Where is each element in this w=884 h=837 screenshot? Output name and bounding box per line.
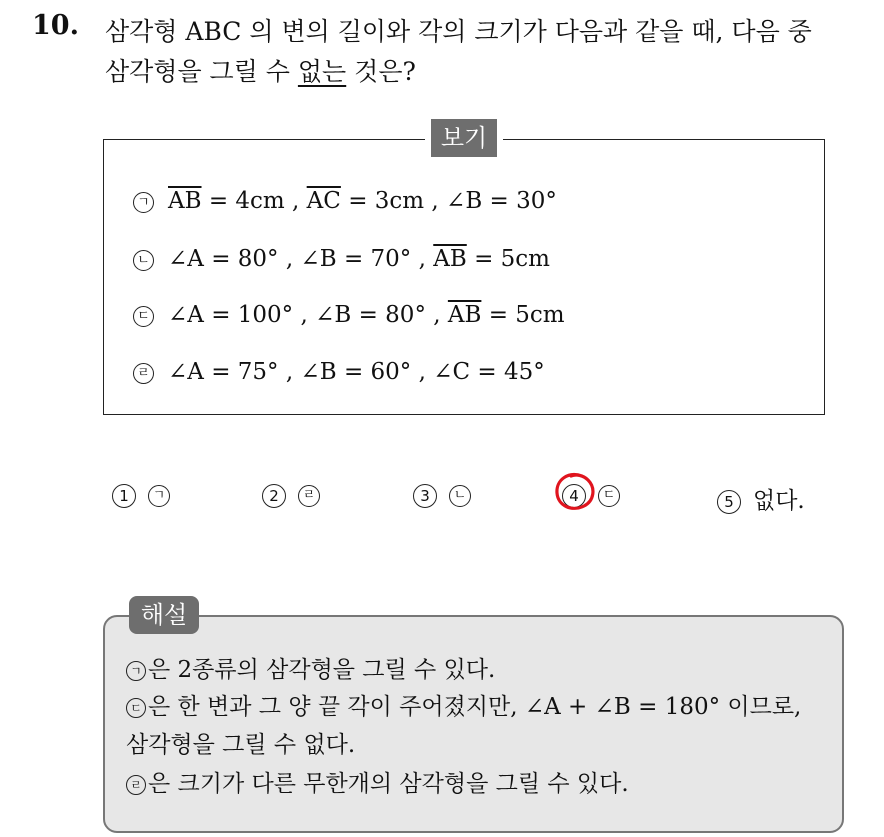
- choice-number: 1: [112, 484, 136, 508]
- solution-line: [126, 726, 355, 759]
- choice-mark: ㄱ: [148, 485, 170, 507]
- bogi-item-text: ∠A = 100° , ∠B = 80° ,: [168, 302, 448, 328]
- question-emphasis: 없는: [297, 57, 347, 86]
- bogi-item-mark: ㄷ: [133, 306, 154, 327]
- solution-box: [103, 615, 844, 833]
- segment-label: $\overline{AB}$: [168, 188, 202, 214]
- choice-number: 5: [717, 490, 741, 514]
- bogi-item: [133, 246, 550, 272]
- bogi-item: [133, 302, 565, 328]
- bogi-item-text: ∠A = 75° , ∠B = 60° , ∠C = 45°: [168, 359, 545, 385]
- answer-mark-circle: [552, 470, 598, 514]
- bogi-item-text: = 5cm: [481, 302, 565, 328]
- choice-number: 3: [413, 484, 437, 508]
- choice-2[interactable]: [262, 482, 320, 508]
- solution-text: 은 한 변과 그 양 끝 각이 주어졌지만, ∠A + ∠B = 180° 이므로,: [148, 694, 802, 720]
- segment-label: $\overline{AB}$: [433, 246, 467, 272]
- bogi-item-mark: ㄹ: [133, 363, 154, 384]
- solution-text: 은 2종류의 삼각형을 그릴 수 있다.: [148, 657, 496, 683]
- bogi-item-text: = 3cm , ∠B = 30°: [340, 188, 557, 214]
- solution-title: 해설: [129, 596, 199, 634]
- choice-3[interactable]: [413, 482, 471, 508]
- choice-1[interactable]: [112, 482, 170, 508]
- segment-label: $\overline{AC}$: [306, 188, 341, 214]
- choice-text: 없다.: [753, 488, 805, 514]
- choice-number: 2: [262, 484, 286, 508]
- choice-mark: ㄴ: [449, 485, 471, 507]
- solution-text: 삼각형을 그릴 수 없다.: [126, 732, 356, 758]
- bogi-item-text: = 4cm ,: [201, 188, 307, 214]
- choice-5[interactable]: [717, 482, 805, 515]
- bogi-item: [133, 359, 545, 385]
- bogi-item-mark: ㄴ: [133, 250, 154, 271]
- solution-line: [126, 651, 495, 684]
- question-text-post: 것은?: [346, 57, 416, 86]
- bogi-item-text: ∠A = 80° , ∠B = 70° ,: [168, 246, 434, 272]
- solution-mark: ㄷ: [126, 698, 146, 718]
- solution-line: [126, 688, 801, 721]
- choice-mark: ㄷ: [598, 485, 620, 507]
- bogi-item: [133, 188, 557, 214]
- choice-number: 4: [562, 484, 586, 508]
- solution-mark: ㄱ: [126, 661, 146, 681]
- bogi-title: 보기: [431, 119, 497, 157]
- question-text-line2: [105, 52, 416, 88]
- bogi-item-text: = 5cm: [466, 246, 550, 272]
- solution-mark: ㄹ: [126, 775, 146, 795]
- question-text-pre: 삼각형을 그릴 수: [105, 57, 298, 86]
- bogi-item-mark: ㄱ: [133, 192, 154, 213]
- choice-mark: ㄹ: [298, 485, 320, 507]
- solution-line: [126, 765, 629, 798]
- question-text-line1: 삼각형 ABC 의 변의 길이와 각의 크기가 다음과 같을 때, 다음 중: [105, 17, 812, 46]
- segment-label: $\overline{AB}$: [447, 302, 482, 328]
- solution-text: 은 크기가 다른 무한개의 삼각형을 그릴 수 있다.: [148, 771, 629, 797]
- question-number: 10.: [32, 10, 79, 41]
